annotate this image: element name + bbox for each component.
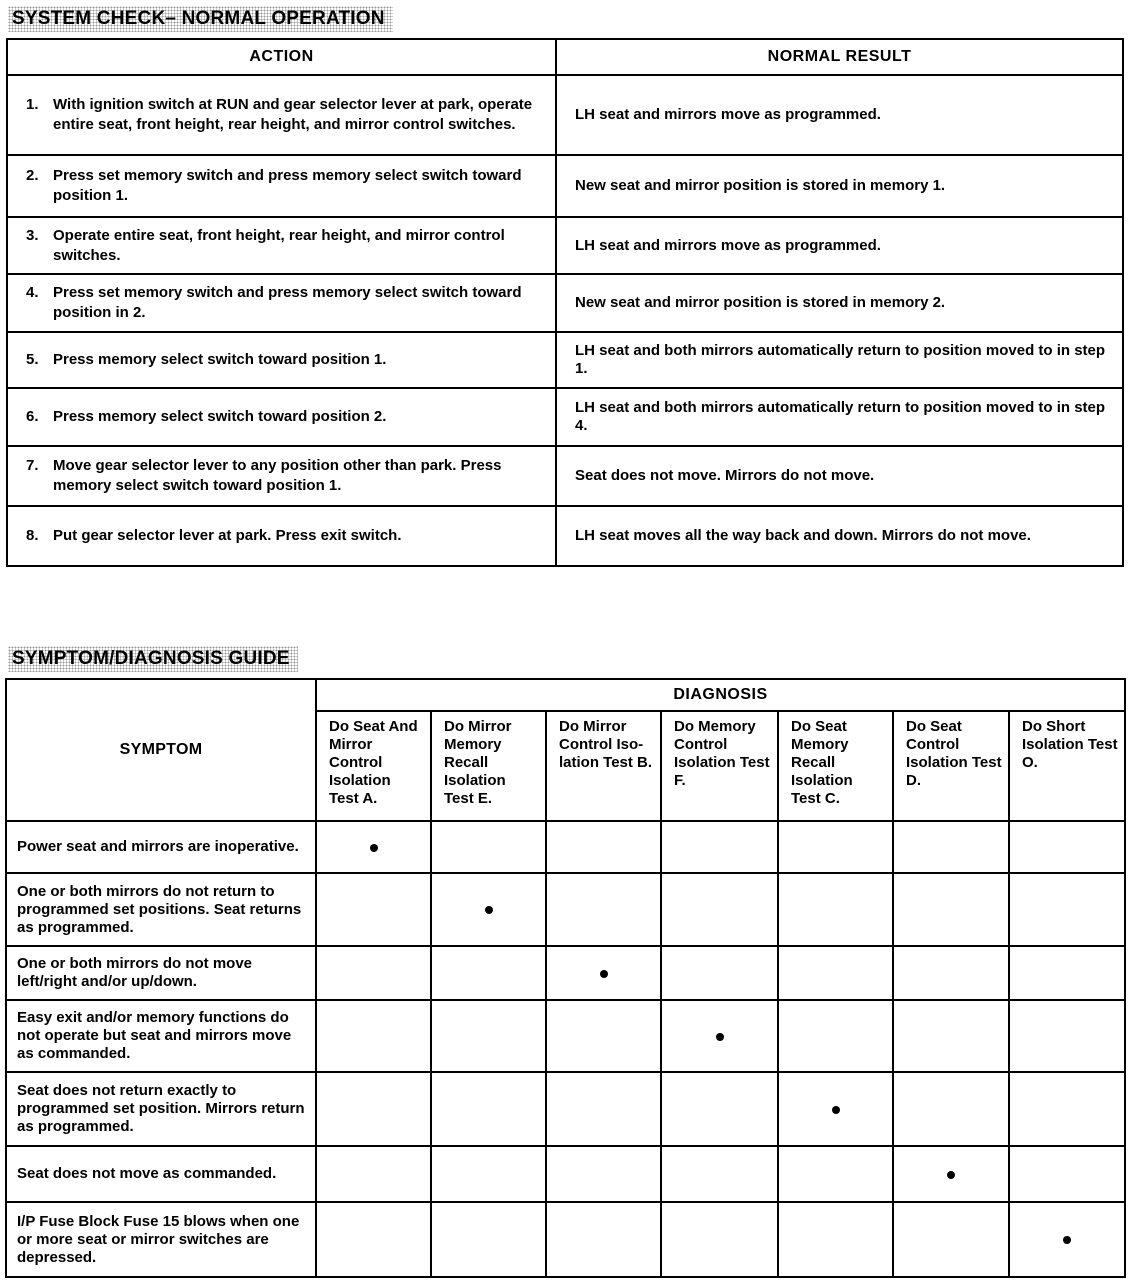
diagnosis-cell	[778, 1000, 893, 1072]
symptom-cell: Easy exit and/or memory functions do not operate but seat and mirrors move as commanded.	[6, 1000, 316, 1072]
diagnosis-cell	[316, 1202, 431, 1277]
step-action: With ignition switch at RUN and gear selector lever at park, operate entire seat, front height, rear height, and mirror control switches.	[53, 96, 533, 133]
diagnosis-bullet-icon	[600, 970, 608, 978]
test-a-header: Do Seat And Mirror Control Isolation Test A.	[316, 711, 431, 821]
diagnosis-cell	[431, 1072, 546, 1146]
system-check-title: SYSTEM CHECK– NORMAL OPERATION	[8, 6, 393, 32]
diagnosis-cell	[316, 946, 431, 1000]
table-row	[7, 446, 1123, 506]
table-row	[6, 946, 1125, 1000]
step-number: 7.	[26, 457, 39, 474]
diagnosis-cell	[893, 1000, 1009, 1072]
symptom-cell: One or both mirrors do not return to programmed set positions. Seat returns as programmed.	[6, 873, 316, 946]
diagnosis-cell	[431, 946, 546, 1000]
test-o-header: Do Short Isolation Test O.	[1009, 711, 1125, 821]
symptom-diagnosis-title: SYMPTOM/DIAGNOSIS GUIDE	[8, 646, 298, 672]
table-row	[7, 155, 1123, 217]
test-f-header: Do Memory Control Isolation Test F.	[661, 711, 778, 821]
diagnosis-cell	[431, 1146, 546, 1202]
diagnosis-cell	[431, 873, 546, 946]
action-column-header: ACTION	[7, 39, 556, 75]
diagnosis-cell	[661, 873, 778, 946]
step-number: 4.	[26, 284, 39, 301]
diagnosis-cell	[316, 821, 431, 873]
diagnosis-cell	[546, 873, 661, 946]
test-d-header: Do Seat Control Isolation Test D.	[893, 711, 1009, 821]
step-result: LH seat and mirrors move as programmed.	[556, 217, 1123, 274]
step-number: 1.	[26, 96, 39, 113]
diagnosis-cell	[1009, 1072, 1125, 1146]
diagnosis-cell	[661, 1000, 778, 1072]
test-e-header: Do Mirror Memory Recall Isolation Test E.	[431, 711, 546, 821]
diagnosis-cell	[546, 946, 661, 1000]
step-number: 8.	[26, 527, 39, 544]
table-row	[6, 821, 1125, 873]
diagnosis-cell	[1009, 1000, 1125, 1072]
diagnosis-cell	[316, 1072, 431, 1146]
diagnosis-cell	[661, 946, 778, 1000]
symptom-cell: Seat does not move as commanded.	[6, 1146, 316, 1202]
step-action: Press memory select switch toward position 2.	[53, 408, 387, 425]
test-b-header: Do Mirror Control Iso- lation Test B.	[546, 711, 661, 821]
diagnosis-cell	[1009, 946, 1125, 1000]
table-row	[7, 332, 1123, 388]
diagnosis-cell	[1009, 873, 1125, 946]
step-number: 6.	[26, 408, 39, 425]
table-row	[6, 1000, 1125, 1072]
diagnosis-cell	[893, 1146, 1009, 1202]
table-row	[6, 1202, 1125, 1277]
diagnosis-bullet-icon	[370, 844, 378, 852]
symptom-column-header: SYMPTOM	[6, 679, 316, 821]
diagnosis-cell	[431, 1202, 546, 1277]
step-number: 5.	[26, 351, 39, 368]
step-result: LH seat and both mirrors automatically return to position moved to in step 1.	[556, 332, 1123, 388]
step-result: LH seat moves all the way back and down. Mirrors do not move.	[556, 506, 1123, 566]
diagnosis-bullet-icon	[485, 906, 493, 914]
diagnosis-cell	[893, 1202, 1009, 1277]
diagnosis-cell	[1009, 1146, 1125, 1202]
diagnosis-cell	[1009, 821, 1125, 873]
table-row	[7, 274, 1123, 332]
symptom-diagnosis-table	[5, 678, 1126, 1278]
step-number: 3.	[26, 226, 39, 244]
diagnosis-cell	[546, 1202, 661, 1277]
diagnosis-cell	[893, 873, 1009, 946]
diagnosis-cell	[778, 873, 893, 946]
diagnosis-bullet-icon	[716, 1033, 724, 1041]
step-action: Press set memory switch and press memory select switch toward position in 2.	[53, 284, 522, 321]
step-result: LH seat and mirrors move as programmed.	[556, 75, 1123, 155]
diagnosis-cell	[893, 1072, 1009, 1146]
table-row	[7, 217, 1123, 274]
diagnosis-cell	[316, 1000, 431, 1072]
diagnosis-bullet-icon	[947, 1171, 955, 1179]
diagnosis-cell	[778, 821, 893, 873]
normal-result-column-header: NORMAL RESULT	[556, 39, 1123, 75]
table-row	[7, 506, 1123, 566]
test-c-header: Do Seat Memory Recall Isolation Test C.	[778, 711, 893, 821]
table-row	[6, 1072, 1125, 1146]
diagnosis-cell	[661, 1072, 778, 1146]
step-action: Move gear selector lever to any position other than park. Press memory select switch toward position 1.	[53, 457, 502, 494]
diagnosis-cell	[778, 1146, 893, 1202]
table-row	[7, 75, 1123, 155]
diagnosis-column-header: DIAGNOSIS	[316, 679, 1125, 711]
symptom-cell: Seat does not return exactly to programmed set position. Mirrors return as programmed.	[6, 1072, 316, 1146]
diagnosis-cell	[661, 1202, 778, 1277]
step-number: 2.	[26, 167, 39, 184]
diagnosis-cell	[546, 1000, 661, 1072]
diagnosis-cell	[546, 1072, 661, 1146]
diagnosis-cell	[316, 1146, 431, 1202]
diagnosis-bullet-icon	[1063, 1236, 1071, 1244]
step-action: Put gear selector lever at park. Press exit switch.	[53, 527, 402, 544]
diagnosis-cell	[778, 1202, 893, 1277]
diagnosis-cell	[778, 1072, 893, 1146]
step-result: Seat does not move. Mirrors do not move.	[556, 446, 1123, 506]
symptom-cell: Power seat and mirrors are inoperative.	[6, 821, 316, 873]
diagnosis-cell	[661, 1146, 778, 1202]
step-result: New seat and mirror position is stored in memory 1.	[556, 155, 1123, 217]
table-row	[6, 873, 1125, 946]
diagnosis-bullet-icon	[832, 1106, 840, 1114]
diagnosis-cell	[546, 821, 661, 873]
table-row	[7, 388, 1123, 446]
diagnosis-cell	[431, 1000, 546, 1072]
diagnosis-cell	[431, 821, 546, 873]
diagnosis-cell	[893, 821, 1009, 873]
step-result: LH seat and both mirrors automatically return to position moved to in step 4.	[556, 388, 1123, 446]
diagnosis-cell	[661, 821, 778, 873]
symptom-cell: One or both mirrors do not move left/right and/or up/down.	[6, 946, 316, 1000]
step-result: New seat and mirror position is stored in memory 2.	[556, 274, 1123, 332]
diagnosis-cell	[546, 1146, 661, 1202]
system-check-table	[6, 38, 1124, 567]
symptom-cell: I/P Fuse Block Fuse 15 blows when one or more seat or mirror switches are depressed.	[6, 1202, 316, 1277]
diagnosis-cell	[1009, 1202, 1125, 1277]
diagnosis-cell	[893, 946, 1009, 1000]
diagnosis-cell	[778, 946, 893, 1000]
step-action: Operate entire seat, front height, rear height, and mirror control switches.	[53, 226, 505, 264]
table-row	[6, 1146, 1125, 1202]
step-action: Press memory select switch toward position 1.	[53, 351, 387, 368]
diagnosis-cell	[316, 873, 431, 946]
step-action: Press set memory switch and press memory select switch toward position 1.	[53, 167, 522, 204]
